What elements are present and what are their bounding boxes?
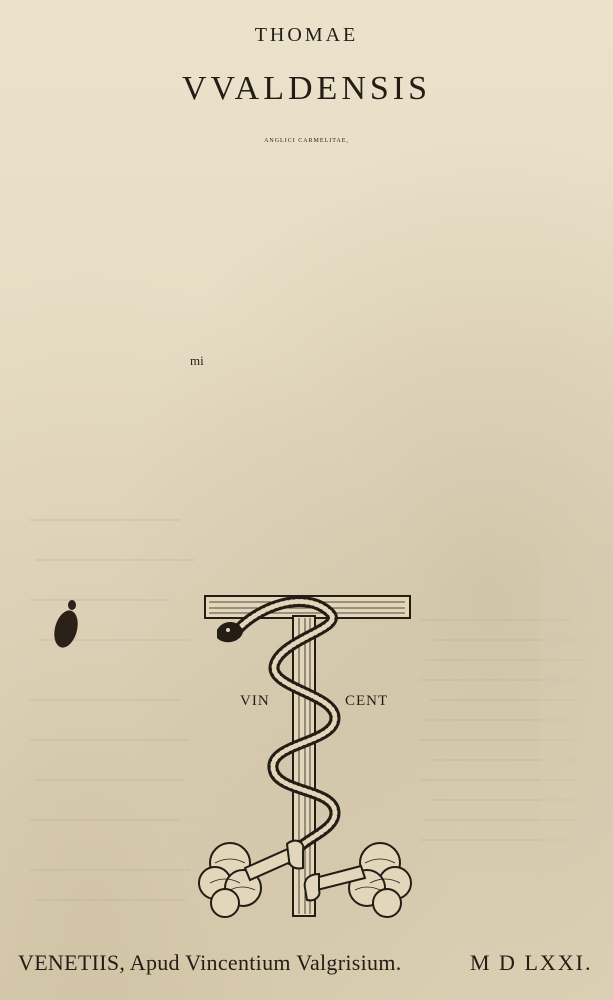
author-surname: VVALDENSIS xyxy=(181,70,432,107)
imprint-printer: VENETIIS, Apud Vincentium Valgrisium. xyxy=(18,950,402,975)
imprint-year: M D LXXI. xyxy=(470,950,593,975)
author-origin: ANGLICI CARMELITAE, xyxy=(264,138,349,144)
emblem-word-right: CENT xyxy=(345,693,389,709)
tau-cross-serpent-hands-icon xyxy=(195,578,420,923)
ink-stain-small xyxy=(68,600,76,610)
emblem-word-left: VIN xyxy=(240,693,270,709)
interlinear-mark: mi xyxy=(190,353,204,368)
author-first-name: THOMAE xyxy=(254,24,359,46)
